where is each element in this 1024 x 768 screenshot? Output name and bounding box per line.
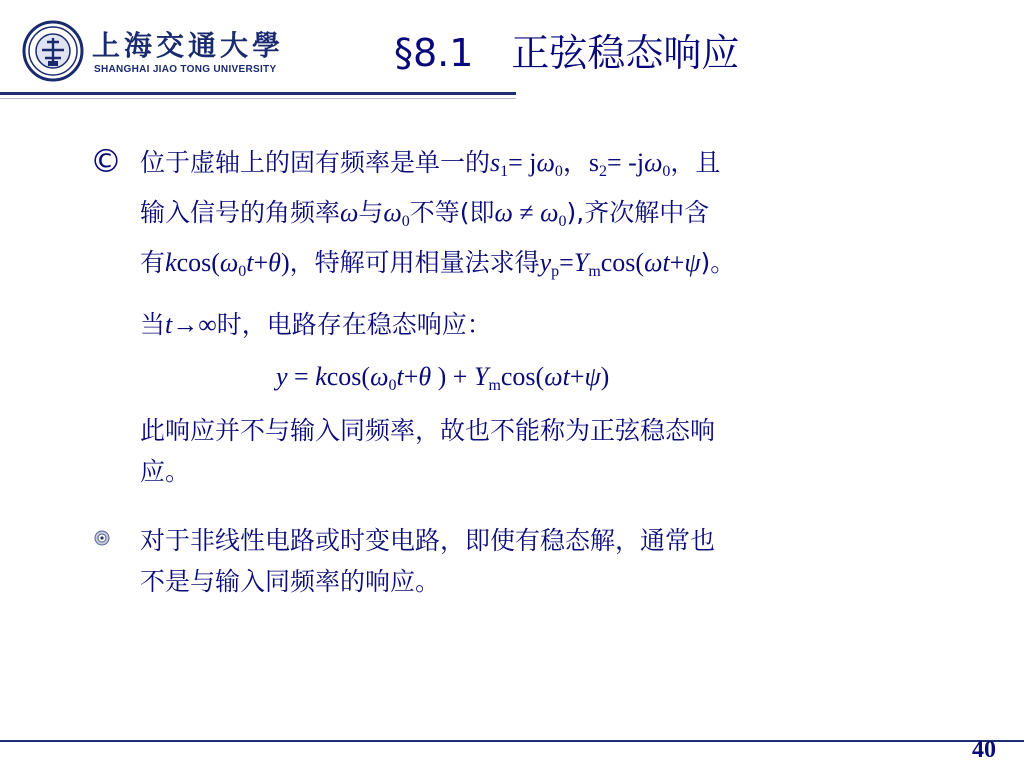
math-k: k — [165, 248, 177, 277]
math-cos: cos( — [500, 362, 545, 391]
math-t: t — [662, 248, 670, 277]
paragraph-steady-state — [140, 304, 940, 345]
math-sep: ，s — [562, 148, 600, 177]
math-paren: ) — [280, 248, 290, 277]
math-s1: s — [490, 148, 501, 177]
math-plus: + — [403, 362, 419, 391]
logo-chinese-name: 上海交通大學 — [92, 29, 285, 62]
math-sub: 1 — [500, 163, 509, 180]
math-plus: + — [569, 362, 585, 391]
para1-line2 — [140, 192, 940, 242]
math-sub: 0 — [388, 377, 397, 394]
math-sub: 0 — [238, 263, 247, 280]
text-run: 输入信号的角频率 — [140, 198, 341, 227]
math-psi: ψ — [584, 362, 601, 391]
slide-title: §8.1 正弦稳态响应 — [394, 31, 740, 75]
text-run: ，特解可用相量法求得 — [289, 248, 540, 277]
math-sub: m — [488, 377, 501, 394]
math-omega: ω — [544, 362, 563, 391]
math-sub: 0 — [558, 213, 567, 230]
math-plus: + — [669, 248, 685, 277]
text-run: 当 — [140, 310, 166, 339]
para2-line1 — [140, 304, 940, 345]
text-run: 与 — [358, 198, 384, 227]
math-sub: 0 — [662, 163, 671, 180]
university-logo — [22, 18, 285, 86]
math-neq: ≠ — [512, 198, 541, 227]
math-y: y — [276, 362, 288, 391]
math-cos: cos( — [176, 248, 220, 277]
para3-line1: 此响应并不与输入同频率，故也不能称为正弦稳态响 — [140, 416, 716, 445]
math-t: t — [562, 362, 570, 391]
math-eq: = — [559, 248, 574, 277]
math-omega: ω — [536, 148, 555, 177]
math-t: t — [165, 310, 173, 339]
title-underline — [0, 92, 516, 95]
copyright-bullet-icon: © — [90, 142, 122, 180]
math-paren: ) — [600, 362, 610, 391]
math-cos: cos( — [326, 362, 371, 391]
math-omega: ω — [370, 362, 389, 391]
paragraph-not-sinusoidal — [140, 410, 940, 492]
para4-line2: 不是与输入同频率的响应。 — [140, 567, 441, 596]
math-psi: ψ — [684, 248, 701, 277]
math-k: k — [315, 362, 327, 391]
text-run: ),齐次解中含 — [566, 198, 710, 227]
math-omega: ω — [540, 198, 559, 227]
page-number: 40 — [972, 737, 996, 763]
para4-line1: 对于非线性电路或时变电路，即使有稳态解，通常也 — [140, 526, 716, 555]
math-eq: = j — [508, 148, 537, 177]
math-Y: Y — [573, 248, 589, 277]
logo-english-name: SHANGHAI JIAO TONG UNIVERSITY — [94, 64, 277, 75]
paragraph-nonlinear — [140, 520, 940, 602]
math-paren: ) + — [431, 362, 474, 391]
para1-line3 — [140, 242, 940, 292]
math-cos: cos( — [600, 248, 645, 277]
math-sub: m — [588, 263, 601, 280]
text-run: 不等(即 — [409, 198, 495, 227]
para3-line2: 应。 — [140, 457, 191, 486]
target-bullet-icon — [94, 530, 110, 546]
math-eq: = -j — [607, 148, 645, 177]
math-sub: 0 — [554, 163, 563, 180]
math-t: t — [246, 248, 254, 277]
math-omega: ω — [383, 198, 402, 227]
math-plus: + — [253, 248, 269, 277]
text-run: )。 — [700, 248, 736, 277]
para1-line1 — [140, 142, 940, 192]
math-eq: = — [287, 362, 316, 391]
math-omega: ω — [644, 248, 663, 277]
paragraph-natural-frequency — [140, 142, 940, 292]
math-sub: p — [551, 263, 560, 280]
text-run: ，且 — [670, 148, 721, 177]
math-sub: 2 — [599, 163, 608, 180]
math-omega: ω — [340, 198, 359, 227]
university-seal-icon — [22, 20, 84, 82]
math-omega: ω — [644, 148, 663, 177]
text-run: 有 — [140, 248, 166, 277]
math-t: t — [396, 362, 404, 391]
footer-rule — [0, 740, 1024, 742]
math-theta: θ — [418, 362, 432, 391]
title-underline-shadow — [0, 98, 516, 99]
math-omega: ω — [219, 248, 239, 277]
math-theta: θ — [268, 248, 281, 277]
math-Y: Y — [473, 362, 489, 391]
response-equation — [276, 362, 609, 395]
math-omega: ω — [494, 198, 513, 227]
text-run: 时，电路存在稳态响应： — [216, 310, 492, 339]
math-arrow-infinity: →∞ — [172, 310, 217, 339]
math-y: y — [539, 248, 552, 277]
text-run: 位于虚轴上的固有频率是单一的 — [140, 148, 491, 177]
math-sub: 0 — [401, 213, 410, 230]
